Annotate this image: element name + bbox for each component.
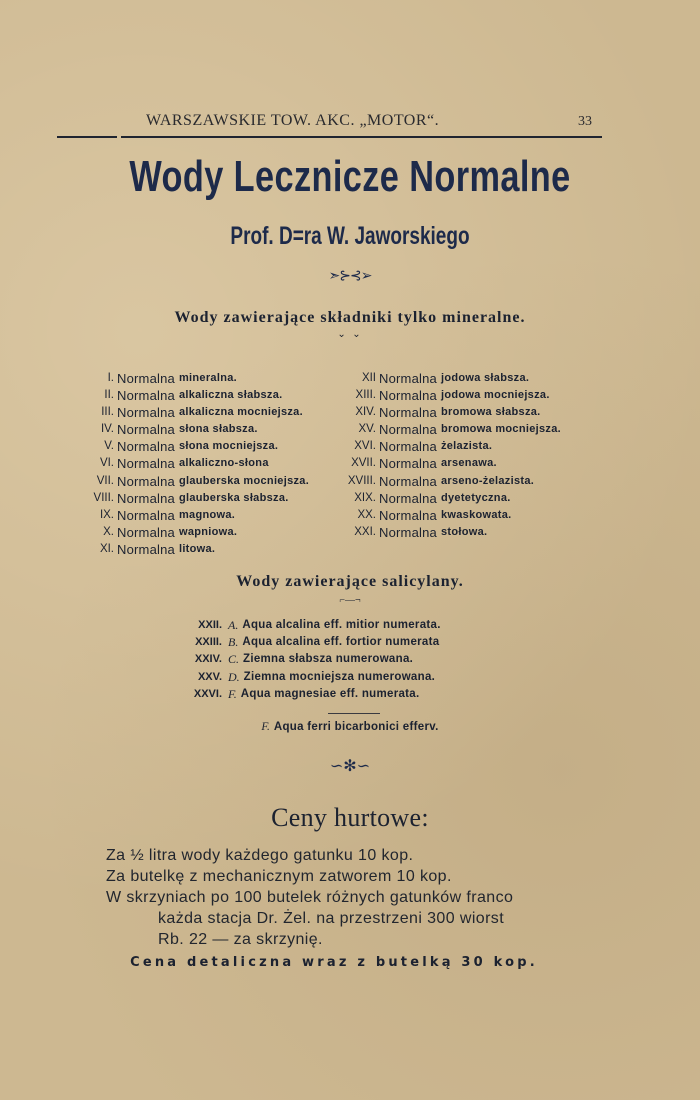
mineral-list-left <box>84 370 344 558</box>
item-description: słona mocniejsza. <box>178 440 279 453</box>
item-number: III. <box>101 406 114 419</box>
item-number: V. <box>104 440 114 453</box>
item-kind: Normalna <box>117 473 175 489</box>
list-item <box>84 507 344 524</box>
header-rule-long <box>121 136 602 138</box>
item-kind: Normalna <box>117 541 175 557</box>
item-kind: Normalna <box>379 456 437 472</box>
header-rule-short <box>57 136 117 138</box>
item-number: XVII. <box>351 457 376 470</box>
item-number: X. <box>103 525 114 538</box>
price-line: Za ½ litra wody każdego gatunku 10 kop. <box>106 847 414 864</box>
item-number: XIII. <box>355 389 376 402</box>
item-kind: Normalna <box>117 371 175 386</box>
item-text: Aqua alcalina eff. fortior numerata <box>242 636 440 649</box>
divider-line <box>328 713 380 714</box>
item-text: Aqua magnesiae eff. numerata. <box>240 687 420 700</box>
list-item <box>84 421 344 438</box>
list-item <box>190 651 441 668</box>
item-kind: Normalna <box>117 388 175 404</box>
list-item <box>338 370 598 387</box>
item-number: XXVI. <box>193 687 222 700</box>
item-text: Ziemna słabsza numerowana. <box>243 653 414 666</box>
item-number: XXI. <box>354 525 376 538</box>
item-kind: Normalna <box>117 439 175 455</box>
item-kind: Normalna <box>117 524 175 540</box>
list-item <box>84 524 344 541</box>
item-letter: D. <box>228 669 240 684</box>
item-number: VI. <box>99 457 114 470</box>
small-ornament-icon: ⌄ ⌄ <box>337 329 363 340</box>
item-description: słona słabsza. <box>178 423 258 436</box>
item-number: IX. <box>99 508 114 521</box>
item-description: bromowa mocniejsza. <box>440 423 561 436</box>
item-description: glauberska słabsza. <box>178 491 289 504</box>
item-number: XVI. <box>354 440 376 453</box>
item-kind: Normalna <box>117 456 175 472</box>
price-line: W skrzyniach po 100 butelek różnych gatunków franco <box>106 889 514 906</box>
item-kind: Normalna <box>379 405 437 421</box>
item-kind: Normalna <box>379 439 437 455</box>
item-description: magnowa. <box>178 508 236 521</box>
item-letter: C. <box>228 652 240 667</box>
item-number: XXII. <box>198 619 222 631</box>
item-description: alkaliczna mocniejsza. <box>178 406 303 419</box>
item-text: Ziemna mocniejsza numerowana. <box>243 670 436 683</box>
mineral-list-right <box>338 370 598 541</box>
item-kind: Normalna <box>117 507 175 523</box>
list-item <box>338 524 598 541</box>
list-item <box>84 387 344 404</box>
item-description: kwaskowata. <box>440 508 512 521</box>
item-description: żelazista. <box>440 440 493 453</box>
item-kind: Normalna <box>379 524 437 540</box>
price-line: Za butelkę z mechanicznym zatworem 10 kop. <box>106 868 452 885</box>
item-number: XX. <box>357 508 376 521</box>
item-text: Aqua alcalina eff. mitior numerata. <box>242 619 441 631</box>
item-description: glauberska mocniejsza. <box>178 474 310 487</box>
list-item <box>338 438 598 455</box>
list-item <box>338 455 598 472</box>
item-number: XXIII. <box>195 636 222 649</box>
item-number: XXIV. <box>194 653 222 666</box>
list-item <box>84 404 344 421</box>
item-description: stołowa. <box>440 525 488 538</box>
item-number: XIX. <box>354 491 376 504</box>
item-number: XI. <box>99 542 114 555</box>
list-item <box>338 473 598 490</box>
item-number: I. <box>107 372 114 384</box>
item-kind: Normalna <box>117 490 175 506</box>
item-number: XV. <box>358 423 376 436</box>
prices-heading: Ceny hurtowe: <box>271 803 429 832</box>
salicyl-extra-item <box>0 721 700 733</box>
list-item <box>190 617 441 634</box>
item-kind: Normalna <box>379 388 437 404</box>
item-description: alkaliczno-słona <box>178 457 269 470</box>
item-description: wapniowa. <box>178 525 238 538</box>
item-number: XIV. <box>355 406 376 419</box>
list-item <box>84 438 344 455</box>
arrow-ornament-icon: ➣⊱⊰➢ <box>328 269 372 284</box>
item-description: bromowa słabsza. <box>440 406 541 419</box>
item-kind: Normalna <box>379 422 437 438</box>
flourish-ornament-icon: ∽✻∽ <box>329 758 371 775</box>
item-kind: Normalna <box>379 473 437 489</box>
item-letter: F. <box>261 721 270 733</box>
item-kind: Normalna <box>117 405 175 421</box>
list-item <box>190 669 441 686</box>
page-number: 33 <box>578 114 592 129</box>
item-description: dyetetyczna. <box>440 491 511 504</box>
list-item <box>190 686 441 703</box>
item-number: XVIII. <box>347 474 376 487</box>
section-heading-mineral: Wody zawierające składniki tylko mineralne. <box>174 309 526 326</box>
item-description: arseno-żelazista. <box>440 474 535 487</box>
item-number: VII. <box>96 474 114 487</box>
retail-price-note: Cena detaliczna wraz z butelką 30 kop. <box>130 955 538 970</box>
list-item <box>84 490 344 507</box>
list-item <box>338 421 598 438</box>
item-description: jodowa mocniejsza. <box>440 389 550 402</box>
price-line-indented: Rb. 22 — za skrzynię. <box>158 931 323 948</box>
list-item <box>190 634 441 651</box>
item-letter: A. <box>228 618 239 632</box>
list-item <box>84 370 344 387</box>
page-title: Wody Lecznicze Normalne <box>129 152 571 201</box>
page-subtitle: Prof. D=ra W. Jaworskiego <box>230 222 470 250</box>
bracket-ornament-icon: ⌐—¬ <box>339 595 361 606</box>
price-line-indented: każda stacja Dr. Żel. na przestrzeni 300 wiorst <box>158 910 505 927</box>
prices-block <box>106 845 513 950</box>
item-description: arsenawa. <box>440 457 497 470</box>
item-kind: Normalna <box>379 371 437 386</box>
salicyl-list <box>190 617 441 703</box>
list-item <box>338 507 598 524</box>
list-item <box>84 473 344 490</box>
list-item <box>338 490 598 507</box>
list-item <box>84 541 344 558</box>
item-number: IV. <box>100 423 114 436</box>
item-kind: Normalna <box>117 422 175 438</box>
item-kind: Normalna <box>379 490 437 506</box>
item-description: jodowa słabsza. <box>440 372 530 384</box>
list-item <box>338 387 598 404</box>
section-heading-salicyl: Wody zawierające salicylany. <box>236 573 464 590</box>
list-item <box>338 404 598 421</box>
item-number: II. <box>104 389 114 402</box>
item-letter: F. <box>228 686 237 701</box>
item-number: XII <box>361 372 376 384</box>
item-letter: B. <box>228 635 239 650</box>
running-header-title: WARSZAWSKIE TOW. AKC. „MOTOR“. <box>146 112 440 129</box>
item-description: mineralna. <box>178 372 237 384</box>
item-number: XXV. <box>197 670 222 683</box>
item-description: litowa. <box>178 542 216 555</box>
item-kind: Normalna <box>379 507 437 523</box>
item-text: Aqua ferri bicarbonici efferv. <box>273 721 439 733</box>
item-description: alkaliczna słabsza. <box>178 389 283 402</box>
list-item <box>84 455 344 472</box>
item-number: VIII. <box>93 491 114 504</box>
